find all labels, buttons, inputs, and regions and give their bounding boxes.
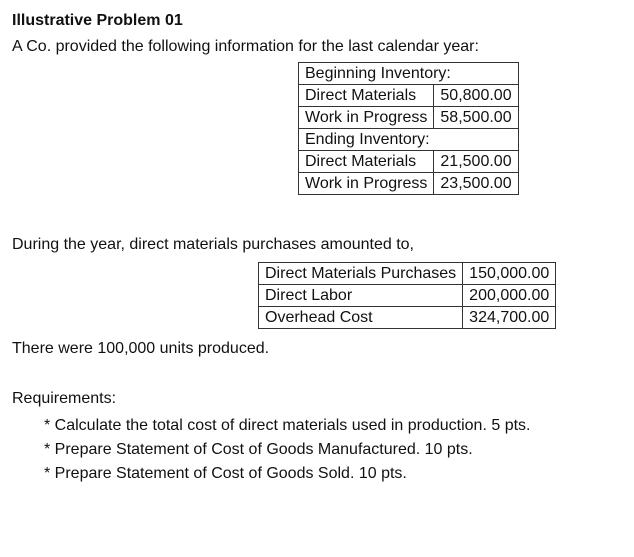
- row-label: Work in Progress: [299, 107, 434, 129]
- table-row: [299, 85, 519, 107]
- table-row: [299, 173, 519, 195]
- row-value: 23,500.00: [434, 173, 518, 195]
- row-value: 58,500.00: [434, 107, 518, 129]
- list-item: * Prepare Statement of Cost of Goods Sold. 10 pts.: [44, 465, 407, 482]
- row-label: Direct Materials: [299, 85, 434, 107]
- row-label: Direct Labor: [259, 285, 463, 307]
- table-row: [299, 151, 519, 173]
- table-row: [299, 63, 519, 85]
- cost-table: [258, 262, 556, 329]
- row-value: 50,800.00: [434, 85, 518, 107]
- intro-text: A Co. provided the following information for the last calendar year:: [12, 38, 479, 55]
- requirements-list: [44, 414, 530, 486]
- row-value: 200,000.00: [463, 285, 556, 307]
- row-label: Direct Materials Purchases: [259, 263, 463, 285]
- list-item: * Prepare Statement of Cost of Goods Manufactured. 10 pts.: [44, 441, 473, 458]
- problem-title: Illustrative Problem 01: [12, 12, 183, 29]
- table-row: [299, 129, 519, 151]
- units-produced-text: There were 100,000 units produced.: [12, 340, 270, 357]
- table-row: [259, 263, 556, 285]
- row-label: Work in Progress: [299, 173, 434, 195]
- row-value: 324,700.00: [463, 307, 556, 329]
- table-row: [259, 307, 556, 329]
- row-value: 21,500.00: [434, 151, 518, 173]
- ending-inventory-header: Ending Inventory:: [299, 129, 519, 151]
- purchases-intro-text: During the year, direct materials purchases amounted to,: [12, 236, 414, 253]
- table-row: [259, 285, 556, 307]
- table-row: [299, 107, 519, 129]
- row-label: Direct Materials: [299, 151, 434, 173]
- beginning-inventory-header: Beginning Inventory:: [299, 63, 519, 85]
- list-item: * Calculate the total cost of direct materials used in production. 5 pts.: [44, 417, 531, 434]
- row-label: Overhead Cost: [259, 307, 463, 329]
- inventory-table: [298, 62, 519, 195]
- requirements-label: Requirements:: [12, 390, 117, 407]
- row-value: 150,000.00: [463, 263, 556, 285]
